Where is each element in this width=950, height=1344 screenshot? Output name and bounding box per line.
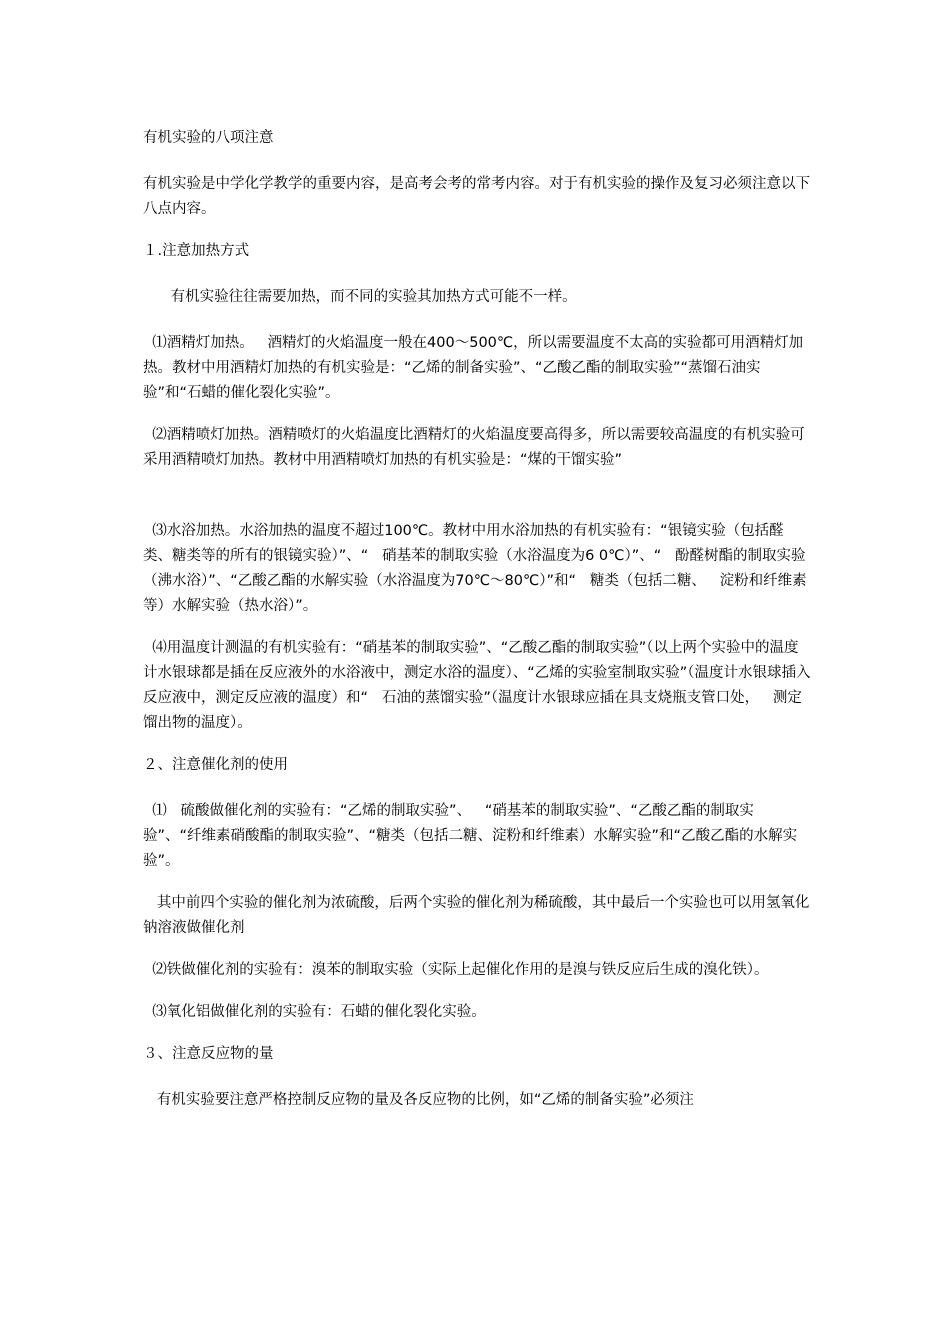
section-1-heading: １.注意加热方式: [143, 243, 250, 259]
intro-paragraph: 有机实验是中学化学教学的重要内容，是高考会考的常考内容。对于有机实验的操作及复习必须注意以下八点内容。: [143, 176, 810, 217]
section-1-item-2: ⑵酒精喷灯加热。酒精喷灯的火焰温度比酒精灯的火焰温度要高得多，所以需要较高温度的有机实验可采用酒精喷灯加热。教材中用酒精喷灯加热的有机实验是：“煤的干馏实验”: [143, 427, 805, 468]
document-title: 有机实验的八项注意: [143, 130, 274, 146]
section-1-lead: 有机实验往往需要加热，而不同的实验其加热方式可能不一样。: [143, 289, 577, 305]
section-2-item-3: ⑵铁做催化剂的实验有：溴苯的制取实验（实际上起催化作用的是溴与铁反应后生成的溴化铁）。: [143, 962, 769, 978]
section-2-item-4: ⑶氧化铝做催化剂的实验有：石蜡的催化裂化实验。: [143, 1004, 486, 1020]
section-2-heading: ２、注意催化剂的使用: [143, 757, 288, 773]
document-page: [143, 126, 811, 1113]
section-3-item-1: 有机实验要注意严格控制反应物的量及各反应物的比例，如“乙烯的制备实验”必须注: [143, 1092, 694, 1108]
section-2-item-2: 其中前四个实验的催化剂为浓硫酸，后两个实验的催化剂为稀硫酸，其中最后一个实验也可以用氢氧化钠溶液做催化剂: [143, 895, 810, 936]
section-1-item-1: ⑴酒精灯加热。 酒精灯的火焰温度一般在400～500℃，所以需要温度不太高的实验都可用酒精灯加热。教材中用酒精灯加热的有机实验是：“乙烯的制备实验”、“乙酸乙酯的制取实验”“蒸馏石油实验”和“石蜡的催化裂化实验”。: [143, 335, 804, 401]
section-1-item-3: ⑶水浴加热。水浴加热的温度不超过100℃。教材中用水浴加热的有机实验有：“银镜实验（包括醛类、糖类等的所有的银镜实验）”、“ 硝基苯的制取实验（水浴温度为6 0℃）”、“ 酚醛树酯的制取实验（沸水浴）”、“乙酸乙酯的水解实验（水浴温度为70℃～80℃）”和“ 糖类（包括二糖、 淀粉和纤维素等）水解实验（热水浴）”。: [143, 523, 807, 614]
section-2-item-1: ⑴ 硫酸做催化剂的实验有：“乙烯的制取实验”、 “硝基苯的制取实验”、“乙酸乙酯的制取实验”、“纤维素硝酸酯的制取实验”、“糖类（包括二糖、淀粉和纤维素）水解实验”和“乙酸乙酯的水解实验”。: [143, 803, 798, 869]
section-3-heading: ３、注意反应物的量: [143, 1046, 274, 1062]
section-1-item-4: ⑷用温度计测温的有机实验有：“硝基苯的制取实验”、“乙酸乙酯的制取实验”（以上两个实验中的温度计水银球都是插在反应液外的水浴液中，测定水浴的温度）、“乙烯的实验室制取实验”（温度计水银球插入反应液中，测定反应液的温度）和“ 石油的蒸馏实验”（温度计水银球应插在具支烧瓶支管口处， 测定馏出物的温度）。: [143, 640, 811, 731]
